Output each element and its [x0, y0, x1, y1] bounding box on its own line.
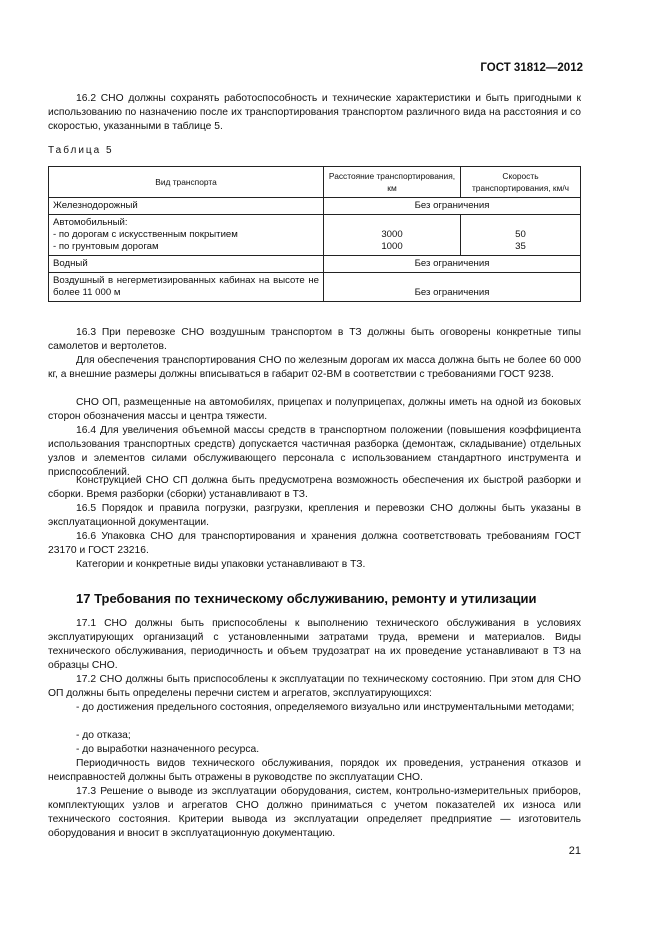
page-number: 21: [568, 845, 581, 857]
table-row: [49, 273, 581, 302]
cell-auto-speed: [461, 215, 581, 256]
paragraph-17-3: 17.3 Решение о выводе из эксплуатации оборудования, систем, контрольно-измерительных приборов, комплектующих узлов и агрегатов СНО должно приниматься с учетом показателей их износа или технического состояния. Критерии вывода из эксплуатации определяет предприятие — изготовитель оборудования и вносит в эксплуатационную документацию.: [48, 786, 581, 839]
auto-dirt-distance: 1000: [381, 241, 403, 252]
header-transport-type: Вид транспорта: [49, 167, 324, 198]
paragraph-16-3-auto: СНО ОП, размещенные на автомобилях, прицепах и полуприцепах, должны иметь на одной из боковых сторон обозначения массы и центра тяжести.: [48, 397, 581, 422]
list-item-resource: - до выработки назначенного ресурса.: [76, 744, 260, 755]
paragraph-16-6: 16.6 Упаковка СНО для транспортирования и хранения должна соответствовать требованиям ГОСТ 23170 и ГОСТ 23216.: [48, 531, 581, 556]
auto-hard-road: - по дорогам с искусственным покрытием: [53, 229, 238, 240]
cell-water: Водный: [49, 256, 324, 273]
paragraph-16-2: 16.2 СНО должны сохранять работоспособность и технические характеристики и быть пригодными к использованию по назначению после их транспортирования транспортом различного вида на расстояния и со скоростью, указанными в таблице 5.: [48, 93, 581, 132]
paragraph-16-4-sp: Конструкцией СНО СП должна быть предусмотрена возможность обеспечения их быстрой разборки и сборки. Время разборки (сборки) устанавливают в ТЗ.: [48, 475, 581, 500]
cell-rail: Железнодорожный: [49, 198, 324, 215]
auto-dirt-speed: 35: [515, 241, 526, 252]
table-row: [49, 215, 581, 256]
cell-auto-distance: [324, 215, 461, 256]
table-row: [49, 198, 581, 215]
section-17-heading: 17 Требования по техническому обслуживанию, ремонту и утилизации: [76, 591, 537, 606]
header-speed: Скорость транспортирования, км/ч: [461, 167, 581, 198]
table-header-row: [49, 167, 581, 198]
paragraph-16-5: 16.5 Порядок и правила погрузки, разгрузки, крепления и перевозки СНО должны быть указаны в эксплуатационной документации.: [48, 503, 581, 528]
list-item-limit-state: - до достижения предельного состояния, определяемого визуально или инструментальными методами;: [76, 702, 575, 713]
paragraph-17-2: 17.2 СНО должны быть приспособлены к эксплуатации по техническому состоянию. При этом для СНО ОП должны быть определены перечни систем и агрегатов, эксплуатирующихся:: [48, 674, 581, 699]
paragraph-17-2-periodicity: Периодичность видов технического обслуживания, порядок их проведения, устранения отказов и неисправностей должны быть отражены в руководстве по эксплуатации СНО.: [48, 758, 581, 783]
auto-hard-speed: 50: [515, 229, 526, 240]
list-item-failure: - до отказа;: [76, 730, 131, 741]
paragraph-17-1: 17.1 СНО должны быть приспособлены к выполнению технического обслуживания в условиях эксплуатирующих организаций с установленными затратами труда, времени и материалов. Виды технического обслуживания, периодичность и объем трудозатрат на их проведение устанавливают в ТЗ на образцы СНО.: [48, 618, 581, 671]
paragraph-16-3-rail: Для обеспечения транспортирования СНО по железным дорогам их масса должна быть не более 60 000 кг, а внешние размеры должны вписываться в габарит 02-ВМ в соответствии с требованиями ГОСТ 9238.: [48, 355, 581, 380]
cell-auto: [49, 215, 324, 256]
auto-title: Автомобильный:: [53, 217, 128, 228]
paragraph-16-3: 16.3 При перевозке СНО воздушным транспортом в ТЗ должны быть оговорены конкретные типы самолетов и вертолетов.: [48, 327, 581, 352]
paragraph-16-4: 16.4 Для увеличения объемной массы средств в транспортном положении (повышения коэффициента использования транспортных средств) допускается частичная разборка (демонтаж, складывание) отдельных узлов и элементов силами обслуживающего персонала с использованием стандартного инструмента и приспособлений.: [48, 425, 581, 478]
cell-air-value: Без ограничения: [324, 273, 581, 302]
paragraph-16-6-packing: Категории и конкретные виды упаковки устанавливают в ТЗ.: [76, 559, 366, 570]
auto-hard-distance: 3000: [381, 229, 403, 240]
table-row: [49, 256, 581, 273]
cell-rail-value: Без ограничения: [324, 198, 581, 215]
cell-water-value: Без ограничения: [324, 256, 581, 273]
table-5: [48, 166, 581, 302]
document-header: ГОСТ 31812—2012: [480, 62, 583, 74]
header-distance: Расстояние транспортирования, км: [324, 167, 461, 198]
auto-dirt-road: - по грунтовым дорогам: [53, 241, 159, 252]
table-caption: Таблица 5: [48, 145, 114, 156]
cell-air: Воздушный в негерметизированных кабинах на высоте не более 11 000 м: [49, 273, 324, 302]
